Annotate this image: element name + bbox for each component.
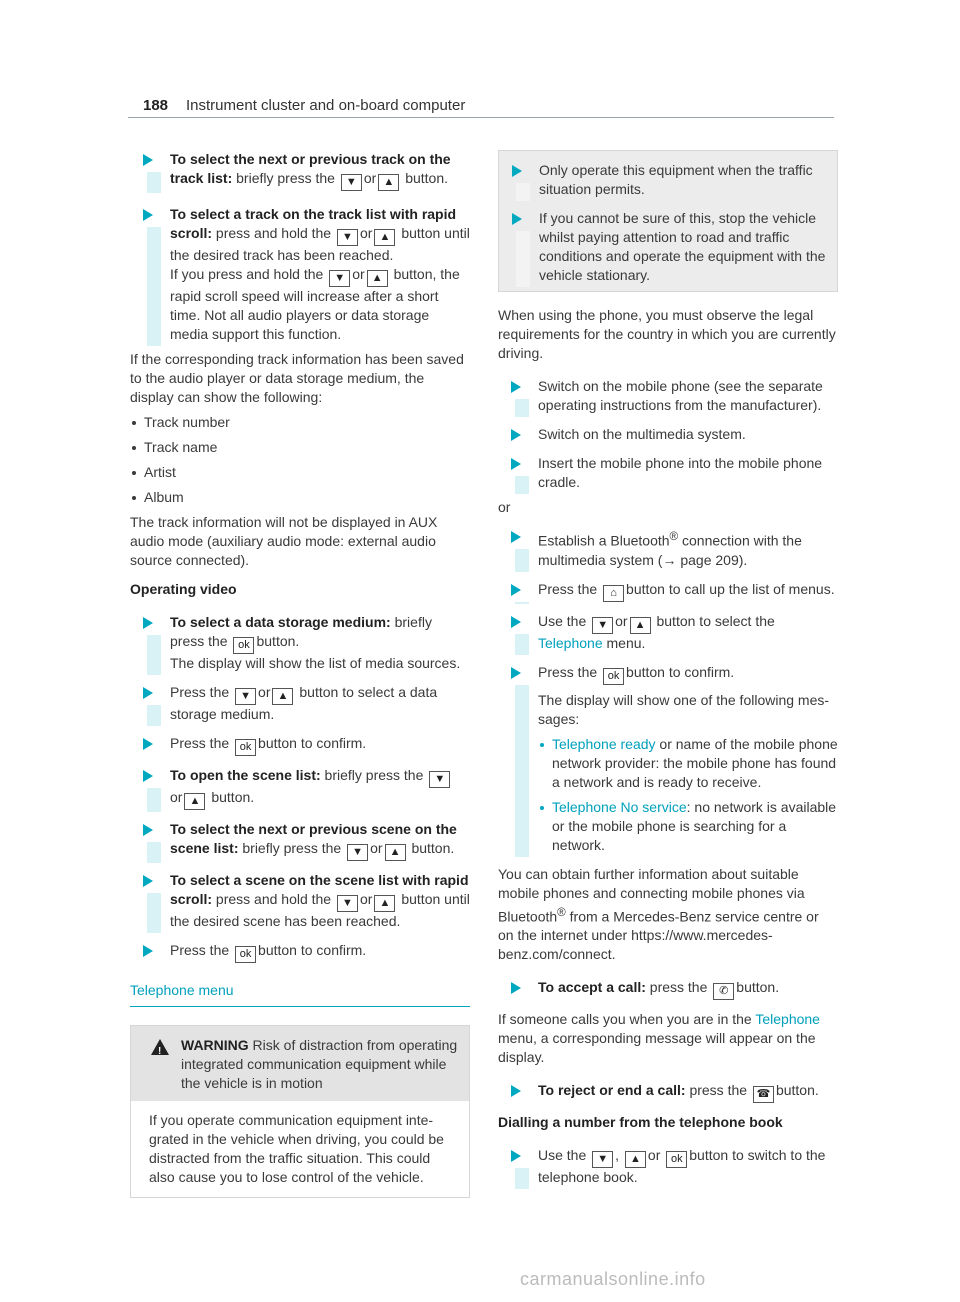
up-key-icon: ▲: [625, 1151, 646, 1168]
incoming-call-paragraph: [498, 1010, 838, 1067]
step-heading: To select a track on the track list with rapid scroll:: [170, 206, 457, 241]
step-heading: To reject or end a call:: [538, 1082, 686, 1099]
step-text: The display will show the list of media sources.: [170, 655, 461, 671]
step-switch-on-phone: [498, 377, 838, 415]
step-select-storage: [130, 613, 470, 673]
step-confirm-telephone: [498, 663, 838, 855]
step-open-scene-list: [130, 766, 470, 810]
step-heading: To select a data storage medium:: [170, 614, 391, 630]
up-key-icon: ▲: [378, 174, 399, 191]
step-text: Press the: [538, 663, 598, 680]
up-key-icon: ▲: [630, 617, 651, 634]
step-text-end: button.: [211, 789, 255, 805]
step-text: Use the: [538, 612, 587, 629]
step-arrow-icon: [511, 381, 521, 393]
warning-header: [131, 1026, 469, 1101]
step-heading: To select the next or previous scene on the scene list:: [170, 821, 457, 856]
down-key-icon: ▼: [429, 771, 450, 788]
step-text-end: button to switch to the telephone book.: [538, 1147, 826, 1186]
step-text: The display will show one of the following messages:: [538, 691, 830, 727]
step-heading: To open the scene list:: [170, 767, 321, 783]
comma-text: ,: [615, 1147, 620, 1164]
list-item: Album: [130, 488, 470, 507]
step-arrow-icon: [511, 458, 521, 470]
section-heading-dialling: Dialling a number from the telephone book: [498, 1114, 783, 1131]
step-text-end: button.: [405, 170, 449, 186]
step-text: briefly press the: [238, 840, 342, 856]
bluetooth-info-paragraph: [498, 865, 838, 965]
step-text-end: button to confirm.: [258, 942, 367, 958]
step-heading: To accept a call:: [538, 979, 646, 996]
step-text: Switch on the multimedia system.: [538, 426, 746, 442]
step-arrow-icon: [143, 945, 153, 957]
registered-mark: ®: [557, 905, 566, 919]
step-text-end: button until the desired track has been reached.: [170, 225, 470, 263]
up-key-icon: ▲: [374, 895, 395, 912]
watermark: carmanualsonline.info: [520, 1269, 706, 1289]
step-text: If you press and hold the: [170, 266, 324, 282]
step-telephone-book: [498, 1146, 838, 1187]
or-text: or: [498, 499, 511, 515]
note-item: [499, 209, 827, 285]
or-text: or: [360, 225, 373, 241]
page-header-title: Instrument cluster and on-board computer: [186, 97, 466, 114]
list-item: Track number: [130, 413, 470, 432]
paragraph-text: You can obtain further information about suitable mobile phones and connecting mobile phones via Bluetooth: [498, 865, 805, 925]
down-key-icon: ▼: [235, 688, 256, 705]
step-text: Establish a Bluetooth: [538, 532, 670, 549]
warning-triangle-icon: [151, 1039, 169, 1055]
step-arrow-icon: [511, 584, 521, 596]
message-label: Telephone No service: [552, 798, 687, 815]
step-arrow-icon: [511, 429, 521, 441]
step-text-end: button, the rapid scroll speed will increase after a short time. Not all audio players or data storage media support this function.: [170, 266, 460, 342]
step-home: [498, 580, 838, 602]
step-arrow-icon: [511, 1150, 521, 1162]
step-arrow-icon: [511, 616, 521, 628]
step-text: Press the: [538, 580, 598, 597]
step-text: briefly press the: [320, 767, 424, 783]
step-text-end: button to confirm.: [258, 735, 367, 751]
step-arrow-icon: [512, 165, 522, 177]
message-text: : no network is available or the mobile phone is searching for a network.: [552, 798, 837, 853]
step-accept-call: [498, 978, 838, 1000]
telephone-menu-label: Telephone: [538, 634, 603, 651]
step-switch-on-multimedia: [498, 425, 838, 444]
section-heading-video: Operating video: [130, 581, 237, 597]
step-text: connection with the multimedia system (: [538, 532, 802, 568]
step-select-telephone: [498, 612, 838, 653]
step-rapid-scroll-scene: [130, 871, 470, 931]
step-arrow-icon: [143, 770, 153, 782]
list-item: Track name: [130, 438, 470, 457]
step-text: Switch on the mobile phone (see the separate operating instructions from the manufacturer).: [538, 378, 823, 413]
or-text: or: [258, 684, 271, 700]
step-heading: To select a scene on the scene list with rapid scroll:: [170, 872, 469, 907]
step-arrow-icon: [511, 1085, 521, 1097]
step-arrow-icon: [511, 531, 521, 543]
or-text: or: [615, 612, 628, 629]
up-key-icon: ▲: [385, 844, 406, 861]
phone-accept-key-icon: ✆: [713, 983, 734, 1000]
ok-key-icon: ok: [235, 946, 256, 963]
step-text: Insert the mobile phone into the mobile phone cradle.: [538, 455, 823, 490]
note-box: [498, 150, 838, 292]
step-text: press and hold the: [212, 891, 332, 907]
step-arrow-icon: [143, 824, 153, 836]
down-key-icon: ▼: [347, 844, 368, 861]
step-text-end: button.: [775, 1082, 819, 1099]
aux-paragraph: The track information will not be displayed in AUX audio mode (auxiliary audio mode: external audio source connected).: [130, 514, 438, 568]
step-arrow-icon: [512, 213, 522, 225]
step-text-end: button.: [256, 633, 300, 649]
step-text: press the: [685, 1082, 748, 1099]
phone-reject-key-icon: ☎: [753, 1086, 774, 1103]
down-key-icon: ▼: [592, 1151, 613, 1168]
step-bluetooth: [498, 527, 838, 570]
header-rule: [128, 117, 834, 118]
step-text: press the: [645, 979, 708, 996]
list-item: Artist: [130, 463, 470, 482]
message-text: or name of the mobile phone network provider: the mobile phone has found a network and is ready to receive.: [552, 735, 838, 790]
step-confirm: [130, 734, 470, 756]
or-text: or: [360, 891, 373, 907]
step-text-end: button to call up the list of menus.: [626, 580, 835, 597]
up-key-icon: ▲: [367, 270, 388, 287]
step-text-end: button to confirm.: [626, 663, 735, 680]
step-text-end: button to select a data storage medium.: [170, 684, 438, 722]
page-number: 188: [143, 97, 169, 114]
step-text: press and hold the: [212, 225, 332, 241]
down-key-icon: ▼: [337, 229, 358, 246]
message-label: Telephone ready: [552, 735, 656, 752]
or-text: or: [352, 266, 365, 282]
step-text: Press the: [170, 684, 230, 700]
step-select-scene: [130, 820, 470, 861]
section-heading-telephone: Telephone menu: [130, 981, 470, 1007]
or-text: or: [363, 170, 377, 186]
step-confirm-scene: [130, 941, 470, 963]
step-text: Press the: [170, 735, 230, 751]
step-insert-phone: [498, 454, 838, 492]
note-text: If you cannot be sure of this, stop the vehicle whilst paying attention to road and traffic conditions and operate the equipment with the vehicle stationary.: [539, 210, 826, 283]
paragraph-text: menu, a corresponding message will appear on the display.: [498, 1030, 816, 1066]
step-text: Press the: [170, 942, 230, 958]
down-key-icon: ▼: [337, 895, 358, 912]
message-item: [538, 798, 838, 855]
step-arrow-icon: [143, 875, 153, 887]
or-text: or: [170, 789, 183, 805]
home-key-icon: ⌂: [603, 585, 624, 602]
step-text: briefly press the: [232, 170, 335, 186]
step-text-end: menu.: [602, 634, 646, 651]
note-item: [499, 161, 827, 199]
up-key-icon: ▲: [374, 229, 395, 246]
down-key-icon: ▼: [329, 270, 350, 287]
warning-title: WARNING: [181, 1037, 249, 1053]
warning-box: [130, 1025, 470, 1198]
step-text-end: button.: [411, 840, 455, 856]
ok-key-icon: ok: [233, 637, 254, 654]
paragraph-text: If someone calls you when you are in the: [498, 1011, 752, 1028]
step-arrow-icon: [143, 209, 153, 221]
left-column: [130, 150, 470, 1198]
step-select-track: [130, 150, 470, 191]
ok-key-icon: ok: [666, 1151, 687, 1168]
ok-key-icon: ok: [603, 668, 624, 685]
page-ref[interactable]: page 209).: [676, 551, 748, 568]
right-column: [498, 150, 838, 1187]
paragraph-text: from a Mercedes-Benz service centre or on the internet under https://www.mercedes-benz.com/connect.: [498, 908, 819, 963]
telephone-menu-label: Telephone: [755, 1011, 820, 1028]
or-text: or: [647, 1147, 661, 1164]
step-text: button to select the: [656, 612, 775, 629]
step-arrow-icon: [511, 982, 521, 994]
step-select-storage-keys: [130, 683, 470, 724]
warning-header-text: Risk of distraction from operating integrated communication equipment while the vehicle is in motion: [181, 1037, 458, 1091]
page-ref-arrow-icon: →: [662, 551, 677, 568]
step-heading: To select the next or previous track on the track list:: [170, 151, 451, 186]
step-text-end: button.: [736, 979, 780, 996]
or-text: or: [370, 840, 383, 856]
down-key-icon: ▼: [592, 617, 613, 634]
step-arrow-icon: [511, 667, 521, 679]
warning-body: If you operate communication equipment integrated in the vehicle when driving, you could be distracted from the traffic situation. This could also cause you to lose control of the vehicle.: [149, 1112, 444, 1185]
step-arrow-icon: [143, 617, 153, 629]
step-arrow-icon: [143, 154, 153, 166]
down-key-icon: ▼: [341, 174, 362, 191]
step-text-end: button until the desired scene has been reached.: [170, 891, 470, 929]
step-text: briefly press the: [170, 614, 432, 649]
track-info-paragraph: If the corresponding track information has been saved to the audio player or data storage medium, the display can show the following:: [130, 351, 464, 405]
step-arrow-icon: [143, 687, 153, 699]
step-rapid-scroll-track: [130, 205, 470, 344]
up-key-icon: ▲: [184, 793, 205, 810]
ok-key-icon: ok: [235, 739, 256, 756]
step-text: Use the: [538, 1147, 587, 1164]
step-arrow-icon: [143, 738, 153, 750]
message-item: [538, 735, 838, 792]
registered-mark: ®: [669, 530, 679, 543]
step-reject-call: [498, 1081, 838, 1103]
note-text: Only operate this equipment when the traffic situation permits.: [539, 162, 813, 197]
up-key-icon: ▲: [272, 688, 293, 705]
legal-paragraph: When using the phone, you must observe the legal requirements for the country in which you are currently driving.: [498, 307, 836, 361]
